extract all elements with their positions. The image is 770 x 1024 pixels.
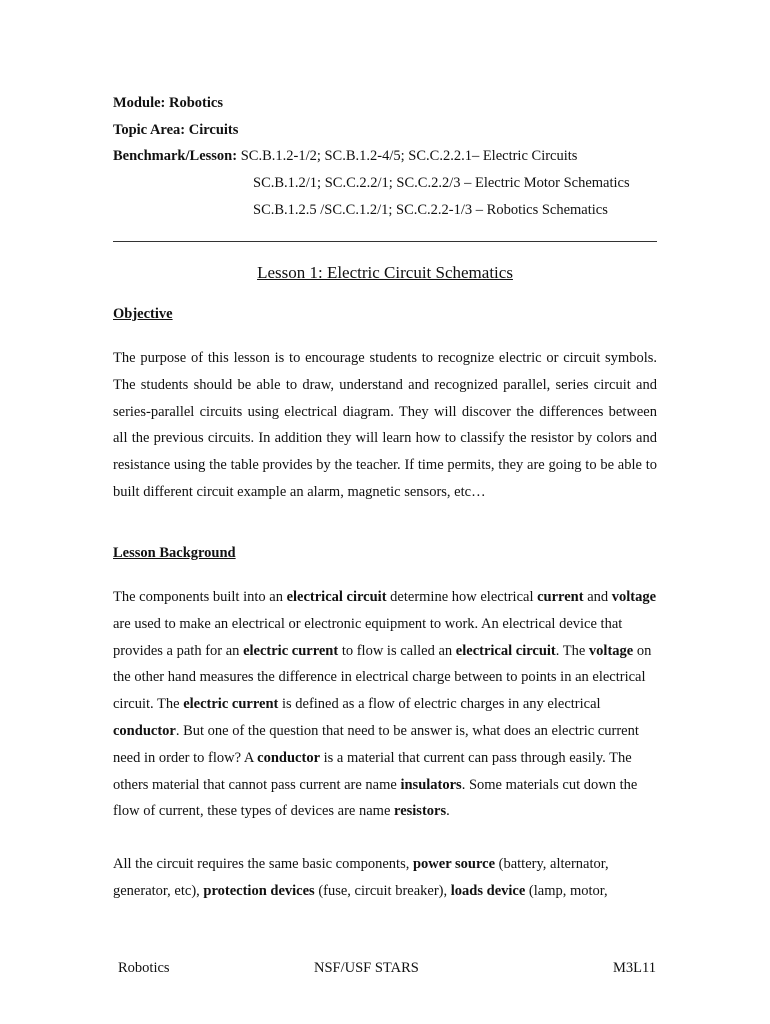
benchmark-line bbox=[113, 147, 577, 165]
bold-term: loads device bbox=[450, 882, 526, 899]
background-paragraph-2 bbox=[113, 851, 657, 905]
text-run: . Some materials cut down the flow of current, these types of devices are name bbox=[113, 776, 638, 820]
footer-right: M3L11 bbox=[613, 960, 656, 976]
text-run: The components built into an bbox=[113, 589, 287, 605]
text-run: All the circuit requires the same basic components, bbox=[113, 856, 413, 872]
text-run: is a material that current can pass through easily. The others material that cannot pass current are name bbox=[113, 749, 632, 793]
bold-term: insulators bbox=[400, 776, 462, 793]
bold-term: voltage bbox=[611, 589, 657, 605]
objective-heading: Objective bbox=[113, 306, 173, 322]
text-run: are used to make an electrical or electronic equipment to work. An electrical device that provides a path for an bbox=[113, 615, 623, 659]
footer-center: NSF/USF STARS bbox=[314, 960, 419, 976]
text-run: . But one of the question that need to be answer is, what does an electric current need in order to flow? A bbox=[113, 722, 639, 766]
text-run: is defined as a flow of electric charges in any electrical bbox=[278, 696, 601, 713]
topic-label: Topic Area: bbox=[113, 122, 186, 138]
bold-term: electric current bbox=[183, 696, 279, 713]
bold-term: current bbox=[537, 589, 584, 605]
bold-term: resistors bbox=[394, 803, 447, 820]
bold-term: protection devices bbox=[203, 882, 315, 899]
text-run: and bbox=[583, 589, 612, 605]
text-run: (lamp, motor, bbox=[525, 882, 608, 899]
bold-term: electrical circuit bbox=[286, 589, 387, 605]
benchmark-item: SC.B.1.2-1/2; SC.B.1.2-4/5; SC.C.2.2.1– Electric Circuits bbox=[240, 148, 578, 164]
bold-term: electric current bbox=[243, 642, 339, 659]
bold-term: power source bbox=[412, 856, 496, 872]
lesson-title: Lesson 1: Electric Circuit Schematics bbox=[257, 263, 513, 282]
bold-term: conductor bbox=[113, 722, 176, 739]
text-run: . bbox=[446, 803, 450, 820]
text-run: on the other hand measures the difference in electrical charge between to points in an electrical circuit. The bbox=[113, 642, 652, 713]
text-run: to flow is called an bbox=[338, 642, 456, 659]
module-line bbox=[113, 94, 223, 112]
benchmark-item: SC.B.1.2/1; SC.C.2.2/1; SC.C.2.2/3 – Electric Motor Schematics bbox=[253, 175, 630, 191]
module-label: Module: bbox=[113, 95, 166, 111]
text-run: (fuse, circuit breaker), bbox=[314, 882, 451, 899]
topic-value: Circuits bbox=[188, 122, 239, 138]
text-run: . The bbox=[555, 642, 589, 659]
bold-term: electrical circuit bbox=[455, 642, 556, 659]
objective-paragraph: The purpose of this lesson is to encourage students to recognize electric or circuit symbols. The students should be able to draw, understand and recognized parallel, series circuit and series-parallel circuits using electrical diagram. They will discover the differences between all the previous circuits. In addition they will learn how to classify the resistor by colors and resistance using the table provides by the teacher. If time permits, they are going to be able to built different circuit example an alarm, magnetic sensors, etc… bbox=[113, 350, 657, 500]
horizontal-rule bbox=[113, 241, 657, 242]
background-heading: Lesson Background bbox=[113, 545, 236, 561]
bold-term: voltage bbox=[588, 642, 634, 659]
benchmark-item: SC.B.1.2.5 /SC.C.1.2/1; SC.C.2.2-1/3 – Robotics Schematics bbox=[253, 202, 608, 218]
text-run: determine how electrical bbox=[386, 589, 538, 605]
benchmark-label: Benchmark/Lesson: bbox=[113, 148, 238, 164]
footer-left: Robotics bbox=[118, 960, 170, 976]
module-value: Robotics bbox=[168, 95, 223, 111]
bold-term: conductor bbox=[257, 749, 321, 766]
text-run: (battery, alternator, generator, etc), bbox=[113, 856, 609, 899]
background-paragraph bbox=[113, 584, 657, 825]
topic-line bbox=[113, 121, 238, 139]
